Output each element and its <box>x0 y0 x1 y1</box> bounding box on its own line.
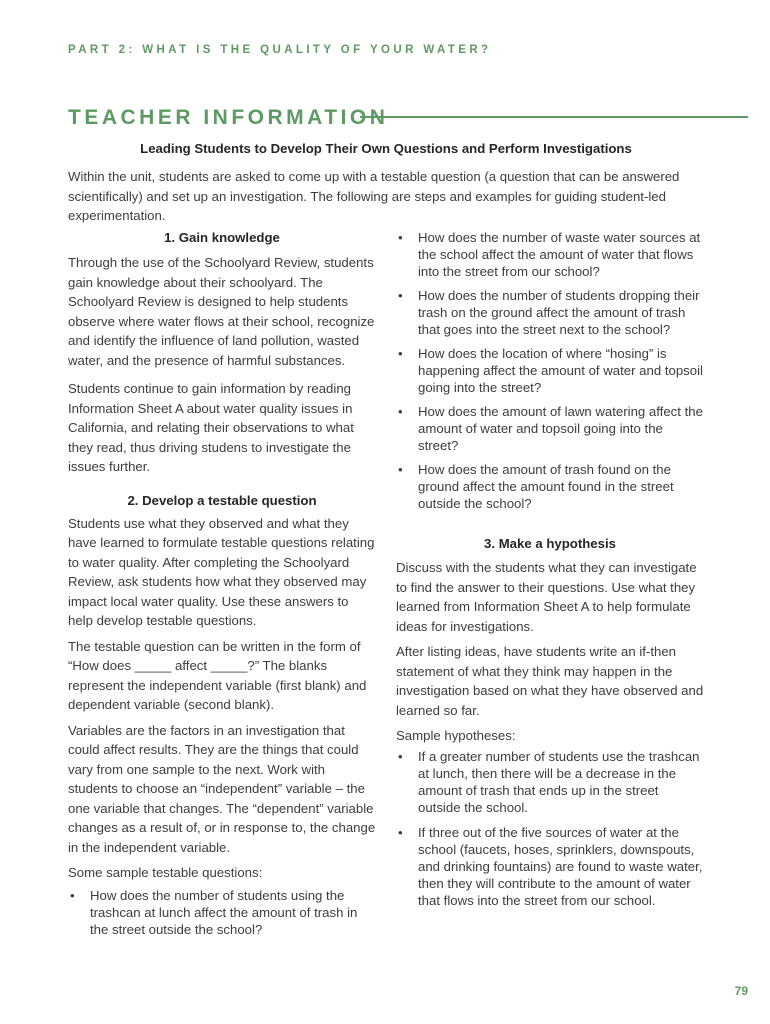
question-text: How does the amount of lawn watering affect the amount of water and topsoil going into the street? <box>418 404 703 453</box>
hypothesis-text: If a greater number of students use the trashcan at lunch, then there will be a decrease in the amount of trash that ends up in the street outside the school. <box>418 748 700 815</box>
subtitle: Leading Students to Develop Their Own Questions and Perform Investigations <box>140 141 632 156</box>
step2-paragraph-2: The testable question can be written in the form of “How does _____ affect _____?” The blanks represent the independent variable (first blank) and dependent variable (second blank). <box>68 638 367 712</box>
left-column <box>68 228 376 938</box>
hypotheses-list <box>396 748 704 909</box>
page-number: 79 <box>734 984 748 998</box>
part-header: PART 2: WHAT IS THE QUALITY OF YOUR WATER? <box>68 44 492 56</box>
step1-paragraph-1: Through the use of the Schoolyard Review, students gain knowledge about their schoolyard. The Schoolyard Review is designed to help students observe where water flows at their school, recognize and identify the influence of land pollution, wasted water, and the presence of harmful substances. <box>68 255 375 368</box>
testable-questions-list-a <box>68 887 376 938</box>
section-header <box>68 106 748 132</box>
question-text: How does the number of students using the trashcan at lunch affect the amount of trash in the street outside the school? <box>90 887 358 937</box>
step3-paragraph-3: Sample hypotheses: <box>396 728 516 743</box>
hypothesis-text: If three out of the five sources of water at the school (faucets, hoses, sprinklers, downspouts, and drinking fountains) are found to waste water, then they will contribute to the amount of water that flows into the street from our school. <box>418 824 703 908</box>
right-column <box>396 229 704 909</box>
list-item <box>396 461 704 512</box>
bullet-icon: • <box>398 748 403 764</box>
bullet-icon: • <box>398 346 403 361</box>
bullet-icon: • <box>398 404 403 419</box>
question-text: How does the location of where “hosing” is happening affect the amount of water and topsoil going into the street? <box>418 346 703 395</box>
list-item <box>396 229 704 280</box>
step2-heading: 2. Develop a testable question <box>127 492 317 508</box>
step3-paragraph-1: Discuss with the students what they can investigate to find the answer to their questions. Use what they learned from Information Sheet A to help formulate ideas for investigations. <box>396 560 697 634</box>
list-item <box>68 887 376 938</box>
question-text: How does the number of students dropping their trash on the ground affect the amount of trash that goes into the street next to the school? <box>418 288 700 337</box>
intro-paragraph: Within the unit, students are asked to come up with a testable question (a question that can be answered scientifically) and set up an investigation. The following are steps and examples for guiding student-led experimentation. <box>68 169 680 223</box>
bullet-icon: • <box>398 462 403 477</box>
question-text: How does the number of waste water sources at the school affect the amount of water that flows into the street from our school? <box>418 230 701 279</box>
list-item <box>396 748 704 816</box>
list-item <box>396 824 704 909</box>
section-title: TEACHER INFORMATION <box>68 106 389 129</box>
bullet-icon: • <box>70 887 75 903</box>
step2-paragraph-1: Students use what they observed and what they have learned to formulate testable questions relating to water quality. After completing the Schoolyard Review, ask students how what they observed may impact local water quality. Use these answers to help develop testable questions. <box>68 515 375 628</box>
step3-heading: 3. Make a hypothesis <box>484 536 616 551</box>
step2-paragraph-3: Variables are the factors in an investigation that could affect results. They are the things that could vary from one sample to the next. Work with students to choose an “independent” variable – the one variable that changes. The “dependent” variable changes as a result of, or in response to, the change in the independent variable. <box>68 722 376 855</box>
bullet-icon: • <box>398 288 403 303</box>
question-text: How does the amount of trash found on the ground affect the amount found in the street outside the school? <box>418 462 674 511</box>
bullet-icon: • <box>398 824 403 840</box>
list-item <box>396 287 704 338</box>
step2-paragraph-4: Some sample testable questions: <box>68 865 263 880</box>
title-rule <box>360 116 748 118</box>
step1-heading: 1. Gain knowledge <box>164 230 280 245</box>
step3-paragraph-2: After listing ideas, have students write an if-then statement of what they think may happen in the investigation based on what they have observed and learned so far. <box>396 644 704 718</box>
testable-questions-list-b <box>396 229 704 512</box>
step1-paragraph-2: Students continue to gain information by reading Information Sheet A about water quality issues in California, and relating their observations to what they read, thus driving studens to investigate the issues further. <box>68 381 354 474</box>
list-item <box>396 345 704 396</box>
list-item <box>396 403 704 454</box>
bullet-icon: • <box>398 230 403 245</box>
